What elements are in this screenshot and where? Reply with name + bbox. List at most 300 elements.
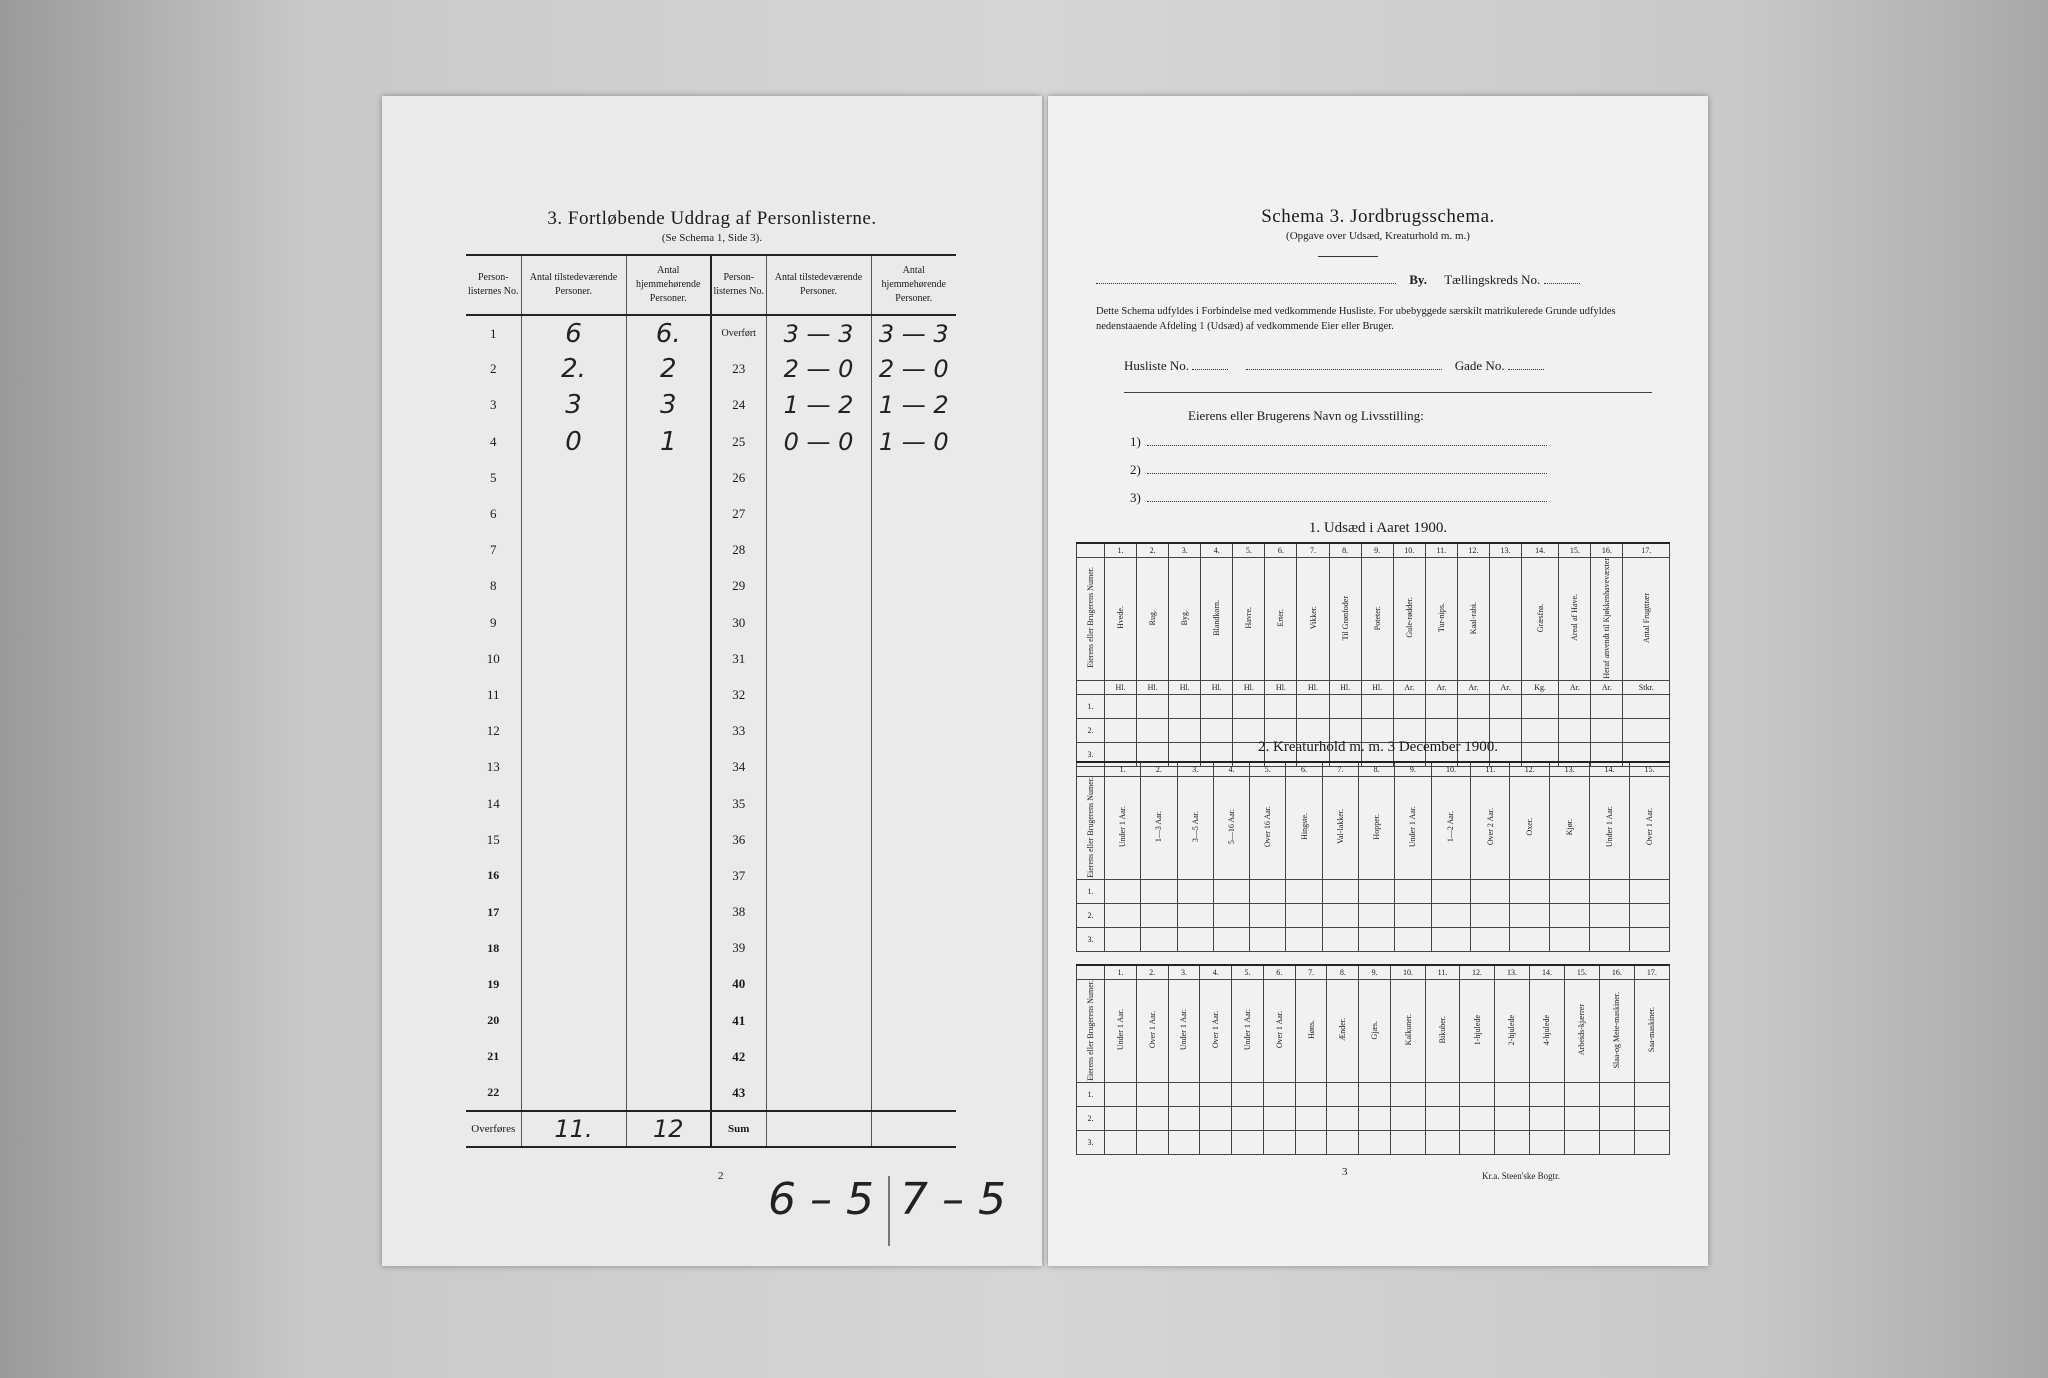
column-number: 9. <box>1361 543 1393 557</box>
present-cell <box>766 641 871 677</box>
column-header: Under 1 Aar. <box>1179 1009 1189 1051</box>
resident-cell <box>871 1039 956 1075</box>
present-cell <box>521 966 626 1002</box>
data-cell <box>1200 1083 1232 1107</box>
column-number: 2. <box>1136 965 1168 979</box>
data-cell <box>1263 1083 1295 1107</box>
data-cell <box>1590 904 1630 928</box>
column-number: 3. <box>1177 762 1213 776</box>
column-header: Over 1 Aar. <box>1644 808 1654 846</box>
table-row <box>466 966 956 1002</box>
data-cell <box>1136 1131 1168 1155</box>
resident-cell: 3 <box>626 387 711 423</box>
owner-line <box>1130 490 1547 506</box>
column-header: Blandkorn. <box>1212 599 1222 636</box>
table-row <box>466 822 956 858</box>
row-number: 34 <box>711 749 766 785</box>
table-row <box>466 387 956 423</box>
row-label: 1. <box>1077 695 1105 719</box>
column-header: 2-hjulede <box>1507 1014 1517 1046</box>
data-cell <box>1550 880 1590 904</box>
present-cell <box>766 713 871 749</box>
present-cell <box>521 894 626 930</box>
resident-cell <box>871 930 956 966</box>
column-header: Byg. <box>1180 610 1190 626</box>
kreds-label: Tællingskreds No. <box>1444 272 1541 287</box>
data-cell <box>1359 1131 1391 1155</box>
data-cell <box>1358 928 1394 952</box>
resident-cell <box>871 894 956 930</box>
data-cell <box>1232 1107 1264 1131</box>
row-number: 9 <box>466 605 521 641</box>
row-number: 1 <box>466 315 521 351</box>
present-cell <box>521 749 626 785</box>
row-label: 2. <box>1077 1107 1105 1131</box>
table-row <box>466 858 956 894</box>
resident-cell <box>871 858 956 894</box>
right-subtitle: (Opgave over Udsæd, Kreaturhold m. m.) <box>1286 230 1470 242</box>
column-header: Under 1 Aar. <box>1605 806 1615 848</box>
unit-cell: Ar. <box>1425 681 1457 695</box>
owner-label: Eierens eller Brugerens Navn og Livsstilling: <box>1188 408 1424 423</box>
resident-cell <box>626 822 711 858</box>
row-number: 19 <box>466 966 521 1002</box>
row-number: 5 <box>466 460 521 496</box>
gade-label: Gade No. <box>1454 358 1505 373</box>
resident-cell <box>871 605 956 641</box>
data-cell <box>1201 695 1233 719</box>
unit-cell: Hl. <box>1265 681 1297 695</box>
column-header: 1—2 Aar. <box>1446 811 1456 843</box>
present-cell: 0 <box>521 424 626 460</box>
row-number: Overført <box>711 315 766 351</box>
column-header: Kjør. <box>1565 818 1575 836</box>
right-page <box>1048 96 1708 1266</box>
column-header: Græsfrø. <box>1535 603 1545 632</box>
table-row <box>1077 1107 1670 1131</box>
present-cell <box>766 568 871 604</box>
data-cell <box>1295 1083 1327 1107</box>
data-cell <box>1105 880 1141 904</box>
unit-cell: Stkr. <box>1623 681 1670 695</box>
header-row <box>1077 979 1670 1083</box>
data-cell <box>1322 904 1358 928</box>
row-label: 2. <box>1077 904 1105 928</box>
column-header: Over 1 Aar. <box>1147 1011 1157 1049</box>
column-header: Over 2 Aar. <box>1485 808 1495 846</box>
row-number: 16 <box>466 858 521 894</box>
column-number: 17. <box>1623 543 1670 557</box>
data-cell <box>1599 1107 1634 1131</box>
table-row <box>466 460 956 496</box>
row-number: 43 <box>711 1075 766 1111</box>
handwritten-total-left: 6 – 5 <box>768 1174 874 1225</box>
present-cell: 3 <box>521 387 626 423</box>
seed-table <box>1076 542 1670 767</box>
instruction-paragraph: Dette Schema udfyldes i Forbindelse med vedkommende Husliste. For ubebyggede særskilt matrikulerede Grunde udfyldes nedenstaaende Afdeling 1 (Udsæd) af vedkommende Eier eller Bruger. <box>1096 306 1616 332</box>
total-row <box>466 1111 956 1147</box>
data-cell <box>1395 904 1431 928</box>
data-cell <box>1136 1083 1168 1107</box>
data-cell <box>1358 880 1394 904</box>
table-row <box>466 351 956 387</box>
table-row <box>466 749 956 785</box>
present-cell: 2 — 0 <box>766 351 871 387</box>
data-cell <box>1250 880 1286 904</box>
data-cell <box>1233 695 1265 719</box>
table-row <box>466 930 956 966</box>
row-number: 36 <box>711 822 766 858</box>
column-number: 6. <box>1265 543 1297 557</box>
column-header: Antal Frugttrær <box>1641 592 1651 643</box>
left-subtitle: (Se Schema 1, Side 3). <box>661 232 763 244</box>
sum-resident <box>871 1111 956 1147</box>
column-number: 4. <box>1201 543 1233 557</box>
column-number: 8. <box>1358 762 1394 776</box>
column-number: 4. <box>1213 762 1249 776</box>
resident-cell <box>871 532 956 568</box>
printer-credit: Kr.a. Steen'ske Bogtr. <box>1482 1171 1560 1181</box>
unit-cell: Ar. <box>1393 681 1425 695</box>
data-cell <box>1327 1131 1359 1155</box>
data-cell <box>1359 1083 1391 1107</box>
present-cell <box>521 532 626 568</box>
column-header: Over 1 Aar. <box>1274 1011 1284 1049</box>
data-cell <box>1168 1107 1200 1131</box>
data-cell <box>1295 1107 1327 1131</box>
present-cell <box>766 605 871 641</box>
unit-cell: Hl. <box>1201 681 1233 695</box>
data-cell <box>1591 695 1623 719</box>
data-cell <box>1263 1107 1295 1131</box>
sum-label: Sum <box>711 1111 766 1147</box>
column-number: 4. <box>1200 965 1232 979</box>
present-cell <box>766 496 871 532</box>
column-number: 10. <box>1393 543 1425 557</box>
row-label: 1. <box>1077 880 1105 904</box>
data-cell <box>1564 1083 1599 1107</box>
data-cell <box>1213 928 1249 952</box>
unit-cell: Hl. <box>1105 681 1137 695</box>
data-cell <box>1550 928 1590 952</box>
col-no-a: Person-listernes No. <box>466 255 521 315</box>
column-header: Arbeids-kjærrer <box>1577 1004 1587 1056</box>
data-cell <box>1426 1083 1460 1107</box>
unit-cell: Hl. <box>1361 681 1393 695</box>
present-cell <box>521 785 626 821</box>
present-cell <box>766 894 871 930</box>
data-cell <box>1510 928 1550 952</box>
present-cell <box>766 785 871 821</box>
row-number: 30 <box>711 605 766 641</box>
row-number: 13 <box>466 749 521 785</box>
row-number: 37 <box>711 858 766 894</box>
column-header: Ænder. <box>1338 1018 1348 1042</box>
data-cell <box>1250 928 1286 952</box>
data-cell <box>1200 1107 1232 1131</box>
resident-cell <box>871 1003 956 1039</box>
column-number-row <box>1077 965 1670 979</box>
data-cell <box>1623 695 1670 719</box>
column-header: Tur-nips. <box>1436 603 1446 633</box>
resident-cell <box>871 460 956 496</box>
resident-cell <box>871 713 956 749</box>
column-number: 14. <box>1590 762 1630 776</box>
row-number: 15 <box>466 822 521 858</box>
unit-cell: Hl. <box>1297 681 1329 695</box>
column-header: Vikker. <box>1308 606 1318 630</box>
data-cell <box>1590 928 1630 952</box>
column-number: 8. <box>1327 965 1359 979</box>
resident-cell: 3 — 3 <box>878 319 949 348</box>
resident-cell <box>626 496 711 532</box>
data-cell <box>1494 1131 1529 1155</box>
resident-cell <box>626 966 711 1002</box>
row-number: 27 <box>711 496 766 532</box>
column-header: Areal af Have. <box>1570 594 1580 642</box>
data-cell <box>1460 1131 1495 1155</box>
table-row <box>466 1075 956 1111</box>
resident-cell: 6. <box>626 315 711 351</box>
resident-cell <box>626 858 711 894</box>
data-cell <box>1431 904 1471 928</box>
data-cell <box>1460 1107 1495 1131</box>
column-header: Heraf anvendt til Kjøkkenhavevæxter <box>1602 557 1612 679</box>
row-number: 39 <box>711 930 766 966</box>
present-cell <box>766 677 871 713</box>
data-cell <box>1105 1131 1137 1155</box>
data-cell <box>1494 1083 1529 1107</box>
data-cell <box>1295 1131 1327 1155</box>
row-number: 26 <box>711 460 766 496</box>
data-cell <box>1529 1131 1564 1155</box>
data-cell <box>1425 695 1457 719</box>
data-cell <box>1297 695 1329 719</box>
data-cell <box>1329 695 1361 719</box>
row-number: 33 <box>711 713 766 749</box>
present-cell <box>521 930 626 966</box>
resident-cell: 2 <box>626 351 711 387</box>
resident-cell <box>871 568 956 604</box>
left-title: 3. Fortløbende Uddrag af Personlisterne. <box>547 208 877 229</box>
column-header: 3—5 Aar. <box>1190 811 1200 843</box>
header-row <box>1077 557 1670 681</box>
data-cell <box>1529 1107 1564 1131</box>
row-number: 29 <box>711 568 766 604</box>
row-number: 18 <box>466 930 521 966</box>
data-cell <box>1529 1083 1564 1107</box>
column-number: 3. <box>1169 543 1201 557</box>
livestock-table-a <box>1076 761 1670 952</box>
col-resident-a: Antal hjemmehørende Personer. <box>626 255 711 315</box>
data-cell <box>1177 904 1213 928</box>
column-number: 17. <box>1634 965 1669 979</box>
unit-cell: Ar. <box>1559 681 1591 695</box>
unit-cell: Kg. <box>1522 681 1559 695</box>
unit-cell: Hl. <box>1233 681 1265 695</box>
row-number: 11 <box>466 677 521 713</box>
table-row <box>1077 880 1670 904</box>
data-cell <box>1265 695 1297 719</box>
data-cell <box>1361 695 1393 719</box>
column-number: 14. <box>1529 965 1564 979</box>
owner-line <box>1130 434 1547 450</box>
resident-cell <box>871 1075 956 1111</box>
row-label: 3. <box>1077 1131 1105 1155</box>
data-cell <box>1431 928 1471 952</box>
by-label: By. <box>1409 272 1427 287</box>
column-number: 1. <box>1105 965 1137 979</box>
column-number: 5. <box>1233 543 1265 557</box>
data-cell <box>1322 928 1358 952</box>
column-header: Gjæs. <box>1370 1020 1380 1040</box>
row-label: 3. <box>1077 743 1105 767</box>
owner-number-header: Eierens eller Brugerens Numer. <box>1086 776 1095 878</box>
row-number: 32 <box>711 677 766 713</box>
data-cell <box>1471 928 1510 952</box>
column-header: Til Grønfoder <box>1340 595 1350 640</box>
data-cell <box>1391 1107 1426 1131</box>
data-cell <box>1522 695 1559 719</box>
data-cell <box>1471 880 1510 904</box>
present-cell: 1 — 2 <box>766 387 871 423</box>
present-cell <box>766 1039 871 1075</box>
row-number: 7 <box>466 532 521 568</box>
table-row <box>1077 1131 1670 1155</box>
person-list-table <box>466 254 956 1148</box>
unit-cell: Ar. <box>1489 681 1521 695</box>
data-cell <box>1599 1131 1634 1155</box>
present-cell <box>766 858 871 894</box>
data-cell <box>1391 1131 1426 1155</box>
present-cell <box>766 1003 871 1039</box>
column-header: 5—16 Aar. <box>1226 809 1236 845</box>
owner-line-number: 3) <box>1130 490 1141 505</box>
column-number: 6. <box>1286 762 1322 776</box>
data-cell <box>1590 880 1630 904</box>
data-cell <box>1426 1107 1460 1131</box>
resident-cell <box>626 930 711 966</box>
data-cell <box>1327 1107 1359 1131</box>
row-number: 28 <box>711 532 766 568</box>
data-cell <box>1359 1107 1391 1131</box>
present-cell <box>521 677 626 713</box>
column-header: Slaa-og Meie-maskiner. <box>1612 991 1622 1069</box>
table-row <box>466 315 956 351</box>
data-cell <box>1327 1083 1359 1107</box>
column-number: 10. <box>1431 762 1471 776</box>
data-cell <box>1599 1083 1634 1107</box>
table-row <box>466 785 956 821</box>
total-present: 11. <box>521 1111 626 1147</box>
column-header: Oxer. <box>1525 818 1535 836</box>
data-cell <box>1263 1131 1295 1155</box>
data-cell <box>1358 904 1394 928</box>
data-cell <box>1426 1131 1460 1155</box>
column-header: Bikuber. <box>1438 1016 1447 1044</box>
column-number: 1. <box>1105 762 1141 776</box>
resident-cell <box>626 532 711 568</box>
present-cell <box>521 460 626 496</box>
data-cell <box>1510 880 1550 904</box>
present-cell <box>766 822 871 858</box>
section-2-title: 2. Kreaturhold m. m. 3 December 1900. <box>1258 739 1498 755</box>
owner-line-number: 2) <box>1130 462 1141 477</box>
handwritten-total-right: 7 – 5 <box>900 1174 1006 1225</box>
data-cell <box>1105 928 1141 952</box>
column-number: 13. <box>1489 543 1521 557</box>
sum-present <box>766 1111 871 1147</box>
data-cell <box>1168 1131 1200 1155</box>
data-cell <box>1322 880 1358 904</box>
present-cell <box>521 1039 626 1075</box>
resident-cell: 1 <box>626 424 711 460</box>
resident-cell <box>626 641 711 677</box>
present-cell <box>521 568 626 604</box>
section-1-title: 1. Udsæd i Aaret 1900. <box>1308 520 1448 536</box>
data-cell <box>1105 1107 1137 1131</box>
right-title: Schema 3. Jordbrugsschema. <box>1261 206 1495 227</box>
row-number: 41 <box>711 1003 766 1039</box>
column-number: 12. <box>1460 965 1495 979</box>
row-number: 38 <box>711 894 766 930</box>
resident-cell <box>871 641 956 677</box>
column-header: Under 1 Aar. <box>1115 1009 1125 1051</box>
resident-cell <box>626 605 711 641</box>
column-number: 2. <box>1141 762 1177 776</box>
husliste-label: Husliste No. <box>1124 358 1189 373</box>
resident-cell <box>626 1039 711 1075</box>
column-number-row <box>1077 543 1670 557</box>
row-number: 12 <box>466 713 521 749</box>
data-cell <box>1471 904 1510 928</box>
data-cell <box>1564 1131 1599 1155</box>
column-number: 7. <box>1297 543 1329 557</box>
present-cell <box>766 749 871 785</box>
data-cell <box>1136 1107 1168 1131</box>
data-cell <box>1510 904 1550 928</box>
table-row <box>466 713 956 749</box>
data-cell <box>1629 904 1669 928</box>
data-cell <box>1393 695 1425 719</box>
resident-cell: 1 — 0 <box>878 427 949 456</box>
owner-number-header: Eierens eller Brugerens Numer. <box>1086 979 1095 1081</box>
row-number: 4 <box>466 424 521 460</box>
row-number: 20 <box>466 1003 521 1039</box>
column-number: 13. <box>1550 762 1590 776</box>
present-cell: 6 <box>521 315 626 351</box>
unit-cell: Hl. <box>1329 681 1361 695</box>
table-row <box>466 424 956 460</box>
unit-cell: Ar. <box>1591 681 1623 695</box>
data-cell <box>1177 928 1213 952</box>
row-number: 21 <box>466 1039 521 1075</box>
column-number: 14. <box>1522 543 1559 557</box>
column-header: 4-hjulede <box>1542 1014 1552 1046</box>
column-number: 1. <box>1105 543 1137 557</box>
total-resident: 12 <box>626 1111 711 1147</box>
data-cell <box>1431 880 1471 904</box>
column-number: 3. <box>1168 965 1200 979</box>
table-row <box>466 496 956 532</box>
data-cell <box>1286 928 1322 952</box>
present-cell <box>766 966 871 1002</box>
data-cell <box>1629 880 1669 904</box>
present-cell <box>766 460 871 496</box>
column-header: Kalkuner. <box>1403 1014 1413 1046</box>
present-cell <box>766 532 871 568</box>
present-cell <box>521 496 626 532</box>
